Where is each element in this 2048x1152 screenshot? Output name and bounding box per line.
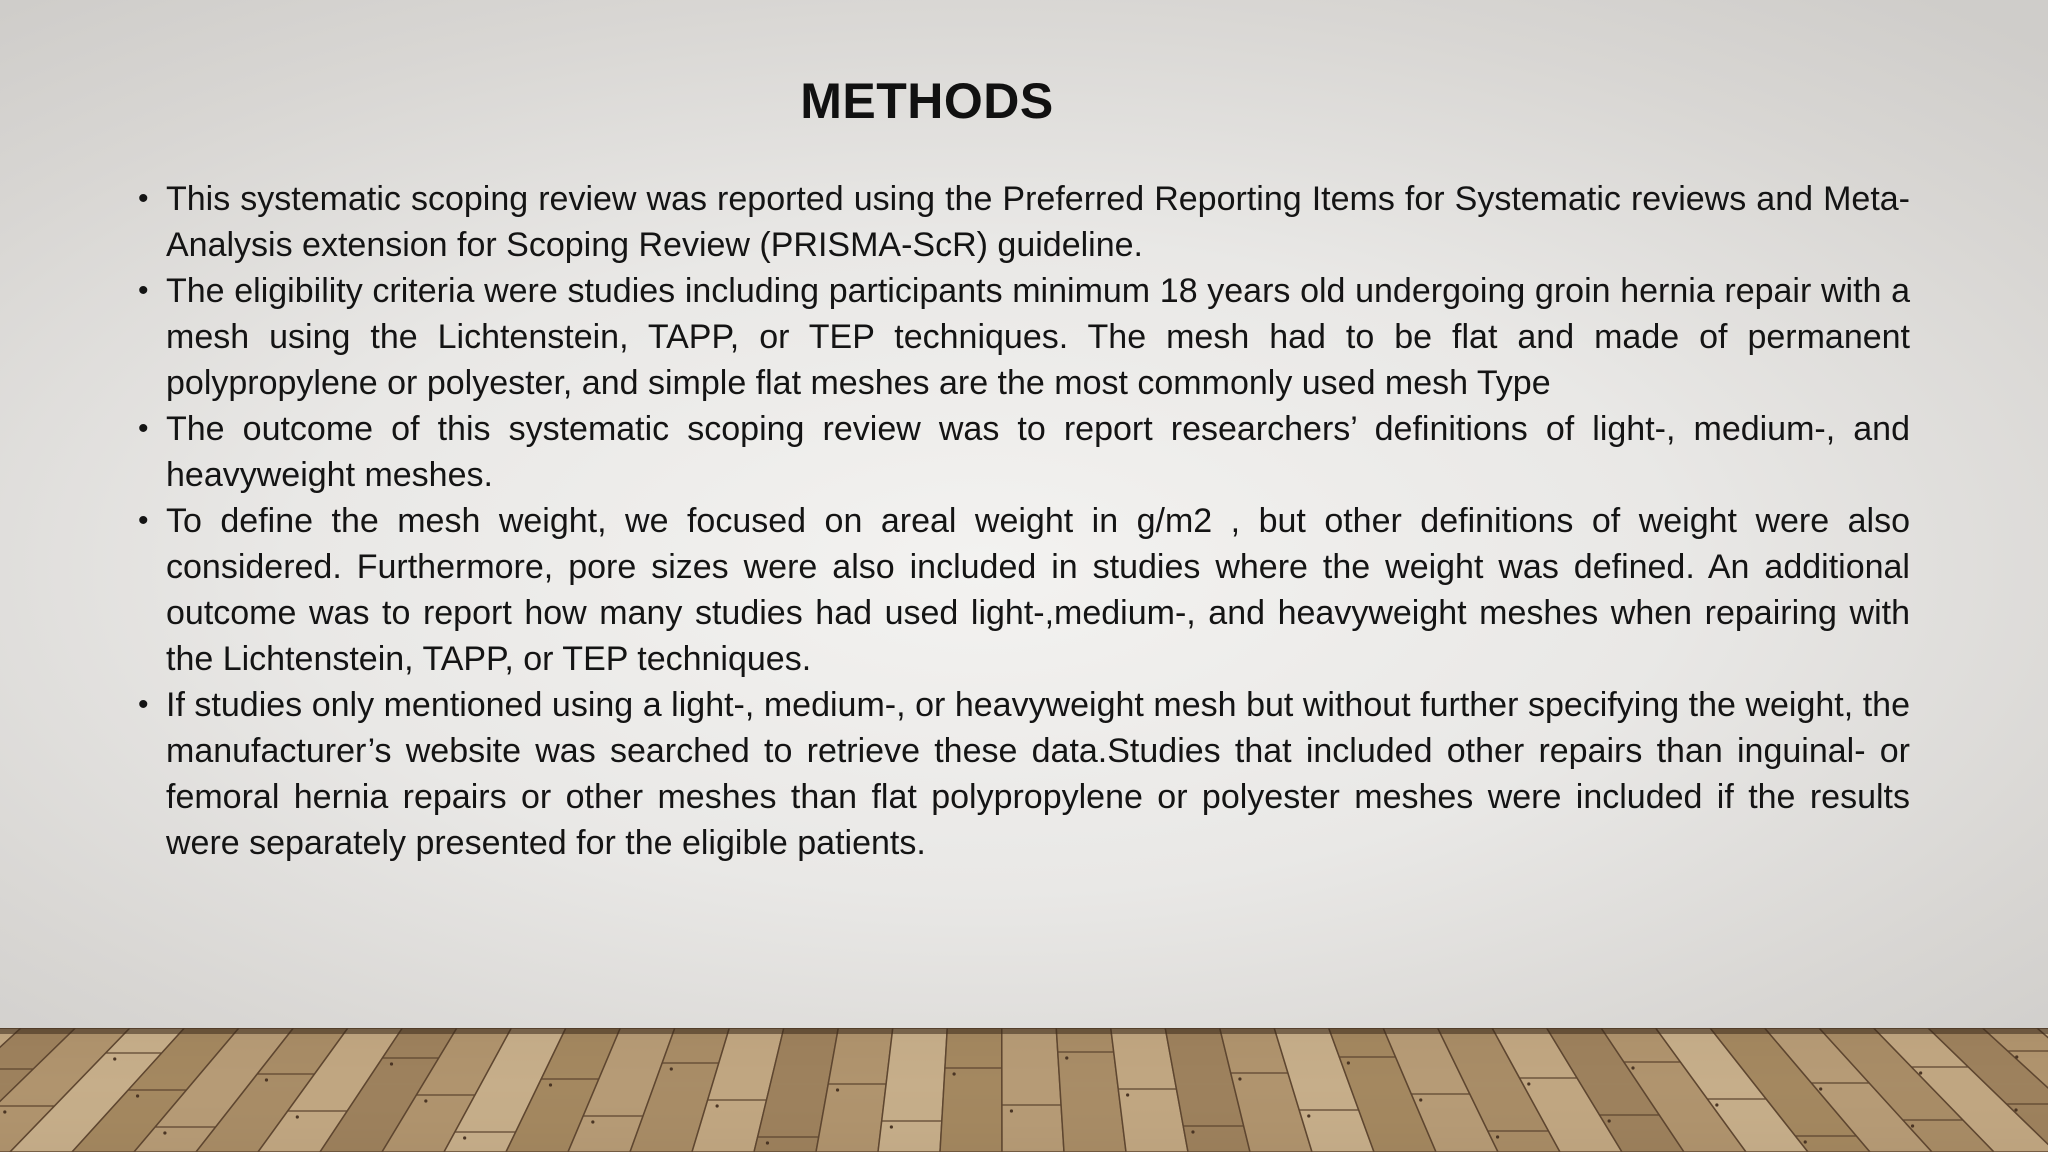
bullet-text: The eligibility criteria were studies including participants minimum 18 years old undergoing groin hernia repair with a mesh using the Lichtenstein, TAPP, or TEP techniques. The mesh had to be flat and made of permanent polypropylene or polyester, and simple flat meshes are the most commonly used mesh Type <box>166 272 1910 402</box>
nail-dot <box>1126 1093 1129 1096</box>
bullet-text: If studies only mentioned using a light-, medium-, or heavyweight mesh but without further specifying the weight, the manufacturer’s website was searched to retrieve these data.Studies that included other repairs than inguinal- or femoral hernia repairs or other meshes than flat polypropylene or polyester meshes were included if the results were separately presented for the eligible patients. <box>166 686 1910 862</box>
nail-dot <box>1496 1135 1499 1138</box>
nail-dot <box>136 1094 139 1097</box>
nail-dot <box>670 1067 673 1070</box>
nail-dot <box>1911 1124 1914 1127</box>
bullet-list <box>138 176 1910 866</box>
nail-dot <box>1631 1066 1634 1069</box>
nail-dot <box>549 1083 552 1086</box>
slide-title: METHODS <box>800 73 1054 129</box>
bullet-text: To define the mesh weight, we focused on areal weight in g/m2 , but other definitions of weight were also considered. Furthermore, pore sizes were also included in studies where the weight was defined. An additional outcome was to report how many studies had used light-,medium-, and heavyweight meshes when repairing with the Lichtenstein, TAPP, or TEP techniques. <box>166 502 1910 678</box>
bullet-item <box>138 682 1910 866</box>
nail-dot <box>953 1072 956 1075</box>
bullet-item <box>138 498 1910 682</box>
wood-floor <box>0 1028 2048 1152</box>
nail-dot <box>1804 1140 1807 1143</box>
nail-dot <box>1819 1087 1822 1090</box>
bullet-dot: • <box>138 688 149 721</box>
floor-planks <box>0 1028 2048 1152</box>
nail-dot <box>163 1131 166 1134</box>
nail-dot <box>3 1110 6 1113</box>
nail-dot <box>890 1125 893 1128</box>
nail-dot <box>296 1115 299 1118</box>
bullet-item <box>138 268 1910 406</box>
bullet-text: The outcome of this systematic scoping review was to report researchers’ definitions of light-, medium-, and heavyweight meshes. <box>166 410 1910 494</box>
nail-dot <box>1307 1114 1310 1117</box>
bullet-dot: • <box>138 504 149 537</box>
nail-dot <box>2015 1055 2018 1058</box>
nail-dot <box>1010 1109 1013 1112</box>
floor-plank <box>1002 1028 1064 1152</box>
nail-dot <box>1919 1071 1922 1074</box>
nail-dot <box>1419 1098 1422 1101</box>
nail-dot <box>1527 1082 1530 1085</box>
nail-dot <box>390 1062 393 1065</box>
nail-dot <box>836 1088 839 1091</box>
nail-dot <box>2014 1108 2017 1111</box>
bullet-text: This systematic scoping review was reported using the Preferred Reporting Items for Systematic reviews and Meta-Analysis extension for Scoping Review (PRISMA-ScR) guideline. <box>166 180 1910 264</box>
baseboard-shadow <box>0 1028 2048 1034</box>
floor-plank <box>940 1028 1002 1152</box>
nail-dot <box>1347 1061 1350 1064</box>
nail-dot <box>1065 1056 1068 1059</box>
bullet-item <box>138 176 1910 268</box>
bullet-dot: • <box>138 182 149 215</box>
nail-dot <box>424 1099 427 1102</box>
nail-dot <box>591 1120 594 1123</box>
nail-dot <box>1715 1103 1718 1106</box>
nail-dot <box>716 1104 719 1107</box>
bullet-dot: • <box>138 412 149 445</box>
nail-dot <box>113 1057 116 1060</box>
bullet-dot: • <box>138 274 149 307</box>
nail-dot <box>1238 1077 1241 1080</box>
nail-dot <box>1608 1119 1611 1122</box>
nail-dot <box>1191 1130 1194 1133</box>
nail-dot <box>463 1136 466 1139</box>
nail-dot <box>766 1141 769 1144</box>
bullet-item <box>138 406 1910 498</box>
nail-dot <box>265 1078 268 1081</box>
